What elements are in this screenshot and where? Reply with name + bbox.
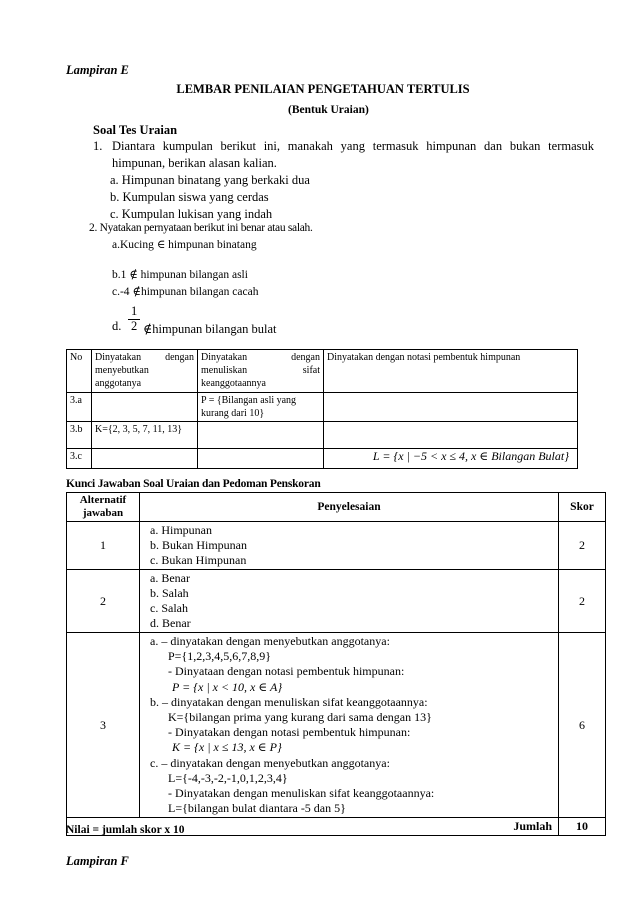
solution-line: a. Himpunan	[150, 523, 212, 537]
lampiran-f-label: Lampiran F	[66, 854, 129, 868]
nilai-formula: Nilai = jumlah skor x 10	[66, 824, 185, 836]
q1-option-b: b. Kumpulan siswa yang cerdas	[110, 190, 269, 204]
total-label: Jumlah	[67, 818, 559, 836]
q2-d-text: ∉himpunan bilangan bulat	[143, 322, 277, 336]
page-subtitle: (Bentuk Uraian)	[288, 104, 369, 116]
q2-b: b.1 ∉ himpunan bilangan asli	[112, 269, 248, 281]
solution-line: L={-4,-3,-2,-1,0,1,2,3,4}	[168, 770, 288, 785]
solution-line: d. Benar	[150, 616, 191, 630]
q2-d-denominator: 2	[131, 319, 138, 333]
q1-option-a: a. Himpunan binatang yang berkaki dua	[110, 173, 310, 187]
solution-line: - Dinyataan dengan notasi pembentuk himpunan:	[168, 664, 405, 679]
total-value: 10	[559, 818, 606, 836]
q2-d-prefix: d.	[112, 319, 122, 333]
table-row	[67, 570, 606, 633]
cell	[92, 449, 198, 469]
solution-line: b. Salah	[150, 586, 189, 600]
solution-line: a. – dinyatakan dengan menyebutkan anggotanya:	[150, 634, 390, 648]
cell-solution	[140, 633, 559, 818]
q2-d-numerator: 1	[131, 304, 138, 318]
lampiran-e-label: Lampiran E	[66, 63, 129, 77]
q1-number: 1.	[93, 139, 103, 153]
q1-option-c: c. Kumpulan lukisan yang indah	[110, 207, 273, 221]
cell-score: 2	[559, 522, 606, 570]
cell	[324, 422, 578, 449]
q2-c: c.-4 ∉himpunan bilangan cacah	[112, 286, 259, 298]
col-header-alternatif: Alternatif jawaban	[67, 493, 140, 522]
table-row	[67, 393, 578, 422]
col-header-notasi: Dinyatakan dengan notasi pembentuk himpunan	[324, 350, 578, 393]
kunci-heading: Kunci Jawaban Soal Uraian dan Pedoman Penskoran	[66, 478, 321, 490]
cell-alt: 1	[67, 522, 140, 570]
col-header-penyelesaian: Penyelesaian	[140, 493, 559, 522]
solution-line: L={bilangan bulat diantara -5 dan 5}	[168, 801, 346, 816]
cell: L = {x | −5 < x ≤ 4, x ∈ Bilangan Bulat}	[324, 449, 578, 469]
col-header-menyebutkan: Dinyatakan dengan menyebutkan anggotanya	[92, 350, 198, 393]
q2-text: 2. Nyatakan pernyataan berikut ini benar atau salah.	[89, 222, 313, 234]
cell	[92, 393, 198, 422]
col-header-sifat: Dinyatakan dengan menuliskan sifat keanggotaannya	[198, 350, 324, 393]
solution-line: - Dinyatakan dengan notasi pembentuk himpunan:	[168, 725, 411, 740]
table-row	[67, 522, 606, 570]
col-header-skor: Skor	[559, 493, 606, 522]
q1-text-cont: himpunan, berikan alasan kalian.	[112, 156, 277, 170]
solution-line: b. – dinyatakan dengan menuliskan sifat keanggotaannya:	[150, 694, 428, 709]
solution-line: K = {x | x ≤ 13, x ∈ P}	[172, 740, 282, 755]
cell	[198, 449, 324, 469]
solution-line: b. Bukan Himpunan	[150, 538, 247, 552]
table-row	[67, 449, 578, 469]
cell	[198, 422, 324, 449]
cell: K={2, 3, 5, 7, 11, 13}	[92, 422, 198, 449]
cell-no: 3.a	[67, 393, 92, 422]
q2-a: a.Kucing ∈ himpunan binatang	[112, 239, 257, 251]
solution-line: c. – dinyatakan dengan menyebutkan anggotanya:	[150, 755, 390, 770]
cell	[324, 393, 578, 422]
solution-line: c. Salah	[150, 601, 188, 615]
cell-alt: 2	[67, 570, 140, 633]
table-set-notation	[66, 349, 578, 469]
solution-line: a. Benar	[150, 571, 190, 585]
table-header-row	[67, 493, 606, 522]
solution-line: - Dinyatakan dengan menuliskan sifat keanggotaannya:	[168, 786, 435, 801]
cell-solution	[140, 522, 559, 570]
solution-line: K={bilangan prima yang kurang dari sama dengan 13}	[168, 710, 432, 725]
cell: P = {Bilangan asli yang kurang dari 10}	[198, 393, 324, 422]
solution-line: P = {x | x < 10, x ∈ A}	[172, 679, 283, 694]
page-title: LEMBAR PENILAIAN PENGETAHUAN TERTULIS	[176, 82, 470, 96]
cell-score: 2	[559, 570, 606, 633]
table-header-row	[67, 350, 578, 393]
cell-score: 6	[559, 633, 606, 818]
table-answer-key	[66, 492, 606, 836]
section-heading: Soal Tes Uraian	[93, 123, 178, 137]
col-header-no: No	[67, 350, 92, 393]
table-row	[67, 633, 606, 818]
solution-line: c. Bukan Himpunan	[150, 553, 247, 567]
table-row	[67, 422, 578, 449]
solution-line: P={1,2,3,4,5,6,7,8,9}	[168, 649, 271, 664]
cell-no: 3.c	[67, 449, 92, 469]
cell-alt: 3	[67, 633, 140, 818]
cell-solution	[140, 570, 559, 633]
cell-no: 3.b	[67, 422, 92, 449]
q1-text: Diantara kumpulan berikut ini, manakah yang termasuk himpunan dan bukan termasuk	[112, 139, 594, 153]
